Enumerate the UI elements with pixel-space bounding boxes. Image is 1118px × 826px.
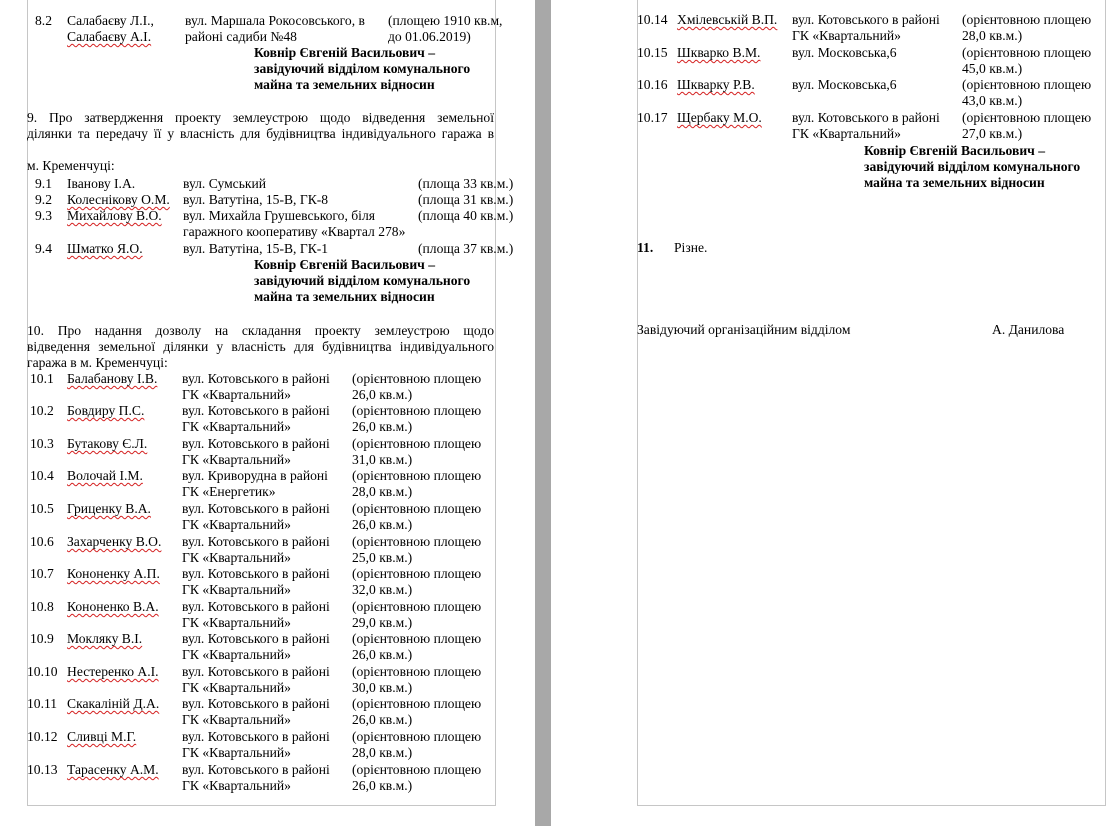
row-area: (орієнтовною площею [962,12,1092,27]
row-name: Хмілевській В.П. [677,12,778,27]
row-area: (орієнтовною площею [352,501,482,516]
row-address: ГК «Квартальний» [792,126,901,141]
responsible-name: Ковнір Євгеній Васильович – [864,143,1046,158]
row-name: Шкварку Р.В. [677,77,755,92]
row-area: (орієнтовною площею [352,729,482,744]
row-number: 10.1 [30,371,54,386]
row-number: 10.13 [27,762,58,777]
row-area: 27,0 кв.м.) [962,126,1023,141]
row-area: (орієнтовною площею [962,45,1092,60]
row-area: 26,0 кв.м.) [352,419,413,434]
row-number: 10.17 [637,110,668,125]
row-area: (орієнтовною площею [352,534,482,549]
signature-position: Завідуючий організаційним відділом [637,322,851,337]
row-address: ГК «Квартальний» [182,680,291,695]
row-number: 9.3 [35,208,52,223]
row-area: (орієнтовною площею [352,436,482,451]
row-area: (площею 1910 кв.м, [388,13,503,28]
item-10-heading: гаража в м. Кременчуці: [27,355,168,370]
row-number: 10.8 [30,599,54,614]
row-address: вул. Ватутіна, 15-В, ГК-8 [183,192,329,207]
right-page [551,0,1118,826]
row-address: вул. Ватутіна, 15-В, ГК-1 [183,241,329,256]
row-number: 9.2 [35,192,52,207]
row-address: ГК «Енергетик» [182,484,276,499]
responsible-position: завідуючий відділом комунального [864,159,1081,174]
row-address: вул. Котовського в районі [182,534,330,549]
row-number: 10.2 [30,403,54,418]
row-area: 28,0 кв.м.) [352,484,413,499]
row-name: Колеснікову О.М. [67,192,170,207]
row-area: (орієнтовною площею [352,371,482,386]
row-area: до 01.06.2019) [388,29,471,44]
responsible-position: майна та земельних відносин [254,77,435,92]
row-number: 10.15 [637,45,668,60]
row-area: 26,0 кв.м.) [352,517,413,532]
row-address: вул. Котовського в районі [792,12,940,27]
row-name: Мокляку В.І. [67,631,143,646]
row-name: Тарасенку А.М. [67,762,159,777]
row-number: 10.11 [27,696,58,711]
row-address: вул. Московська,6 [792,77,897,92]
row-name: Скакалiній Д.А. [67,696,160,711]
row-address: вул. Котовського в районі [182,501,330,516]
row-address: вул. Котовського в районі [182,664,330,679]
row-area: (орієнтовною площею [352,403,482,418]
row-address: вул. Криворудна в районі [182,468,328,483]
row-address: ГК «Квартальний» [182,582,291,597]
row-name: Щербаку М.О. [677,110,762,125]
row-area: 28,0 кв.м.) [352,745,413,760]
row-number: 10.14 [637,12,668,27]
row-area: (орієнтовною площею [352,696,482,711]
row-name: Іванову І.А. [67,176,136,191]
row-area: 45,0 кв.м.) [962,61,1023,76]
row-address: вул. Котовського в районі [182,403,330,418]
row-number: 10.9 [30,631,54,646]
row-address: ГК «Квартальний» [792,28,901,43]
row-area: 28,0 кв.м.) [962,28,1023,43]
row-address: районі садиби №48 [185,29,297,44]
row-address: вул. Котовського в районі [182,599,330,614]
row-area: 26,0 кв.м.) [352,778,413,793]
row-address: вул. Маршала Рокосовського, в [185,13,365,28]
row-name: Салабаєву Л.І., [67,13,154,28]
row-number: 9.4 [35,241,52,256]
row-address: вул. Сумський [183,176,267,191]
responsible-name: Ковнір Євгеній Васильович – [254,257,436,272]
row-name: Михайлову В.О. [67,208,162,223]
row-area: (площа 33 кв.м.) [418,176,514,191]
item-10-heading: відведення земельної ділянки у власність для будівництва індивідуального [27,339,494,354]
item-9-heading: м. Кременчуці: [27,158,115,173]
row-address: ГК «Квартальний» [182,745,291,760]
row-number: 10.3 [30,436,54,451]
row-area: 43,0 кв.м.) [962,93,1023,108]
row-name: Шматко Я.О. [67,241,143,256]
row-address: вул. Михайла Грушевського, біля [183,208,375,223]
row-area: (орієнтовною площею [352,762,482,777]
row-area: (орієнтовною площею [352,631,482,646]
row-name: Захарченку В.О. [67,534,162,549]
row-area: 25,0 кв.м.) [352,550,413,565]
row-address: вул. Котовського в районі [182,371,330,386]
row-area: (площа 31 кв.м.) [418,192,514,207]
left-page [0,0,535,826]
row-area: 32,0 кв.м.) [352,582,413,597]
row-name: Волочай І.М. [67,468,143,483]
item-11-number: 11. [637,240,654,255]
page-gutter [535,0,551,826]
row-number: 10.5 [30,501,54,516]
responsible-position: майна та земельних відносин [254,289,435,304]
row-address: вул. Котовського в районі [182,436,330,451]
row-name: Балабанову І.В. [67,371,158,386]
row-number: 10.16 [637,77,668,92]
row-number: 9.1 [35,176,52,191]
row-address: ГК «Квартальний» [182,419,291,434]
row-name: Сливці М.Г. [67,729,137,744]
row-address: вул. Котовського в районі [182,631,330,646]
row-number: 10.4 [30,468,54,483]
row-number: 10.10 [27,664,58,679]
row-address: гаражного кооперативу «Квартал 278» [183,224,406,239]
row-area: 31,0 кв.м.) [352,452,413,467]
row-area: 29,0 кв.м.) [352,615,413,630]
row-address: ГК «Квартальний» [182,517,291,532]
row-area: (площа 40 кв.м.) [418,208,514,223]
row-name: Бутакову Є.Л. [67,436,148,451]
item-9-heading: 9. Про затвердження проекту землеустрою щодо відведення земельної [27,110,494,125]
row-area: (орієнтовною площею [352,664,482,679]
row-area: (орієнтовною площею [352,468,482,483]
row-area: 30,0 кв.м.) [352,680,413,695]
row-area: (орієнтовною площею [352,566,482,581]
row-area: (орієнтовною площею [352,599,482,614]
signature-name: А. Данилова [992,322,1065,337]
responsible-position: майна та земельних відносин [864,175,1045,190]
row-address: ГК «Квартальний» [182,615,291,630]
row-area: 26,0 кв.м.) [352,647,413,662]
row-address: вул. Котовського в районі [182,566,330,581]
row-address: ГК «Квартальний» [182,550,291,565]
row-address: вул. Котовського в районі [792,110,940,125]
row-name: Бовдиру П.С. [67,403,145,418]
row-number: 10.6 [30,534,54,549]
item-10-heading: 10. Про надання дозволу на складання проекту землеустрою щодо [27,323,494,338]
row-name: Кононенку А.П. [67,566,160,581]
row-name: Гриценку В.А. [67,501,151,516]
row-area: (орієнтовною площею [962,77,1092,92]
item-11-text: Різне. [674,240,708,255]
row-address: ГК «Квартальний» [182,778,291,793]
row-area: 26,0 кв.м.) [352,387,413,402]
responsible-position: завідуючий відділом комунального [254,61,471,76]
row-name: Кононенко В.А. [67,599,159,614]
row-area: (орієнтовною площею [962,110,1092,125]
row-number: 10.7 [30,566,54,581]
row-address: вул. Котовського в районі [182,762,330,777]
row-address: ГК «Квартальний» [182,387,291,402]
row-address: вул. Котовського в районі [182,696,330,711]
row-number: 10.12 [27,729,58,744]
row-area: 26,0 кв.м.) [352,712,413,727]
item-9-heading: ділянки та передачу її у власність для будівництва індивідуального гаража в [27,126,494,141]
row-address: ГК «Квартальний» [182,452,291,467]
responsible-position: завідуючий відділом комунального [254,273,471,288]
row-name: Шкварко В.М. [677,45,761,60]
row-number: 8.2 [35,13,52,28]
row-name: Нестеренко А.І. [67,664,159,679]
row-address: вул. Московська,6 [792,45,897,60]
row-address: вул. Котовського в районі [182,729,330,744]
row-address: ГК «Квартальний» [182,647,291,662]
responsible-name: Ковнір Євгеній Васильович – [254,45,436,60]
row-name: Салабаєву А.І. [67,29,152,44]
row-area: (площа 37 кв.м.) [418,241,514,256]
row-address: ГК «Квартальний» [182,712,291,727]
